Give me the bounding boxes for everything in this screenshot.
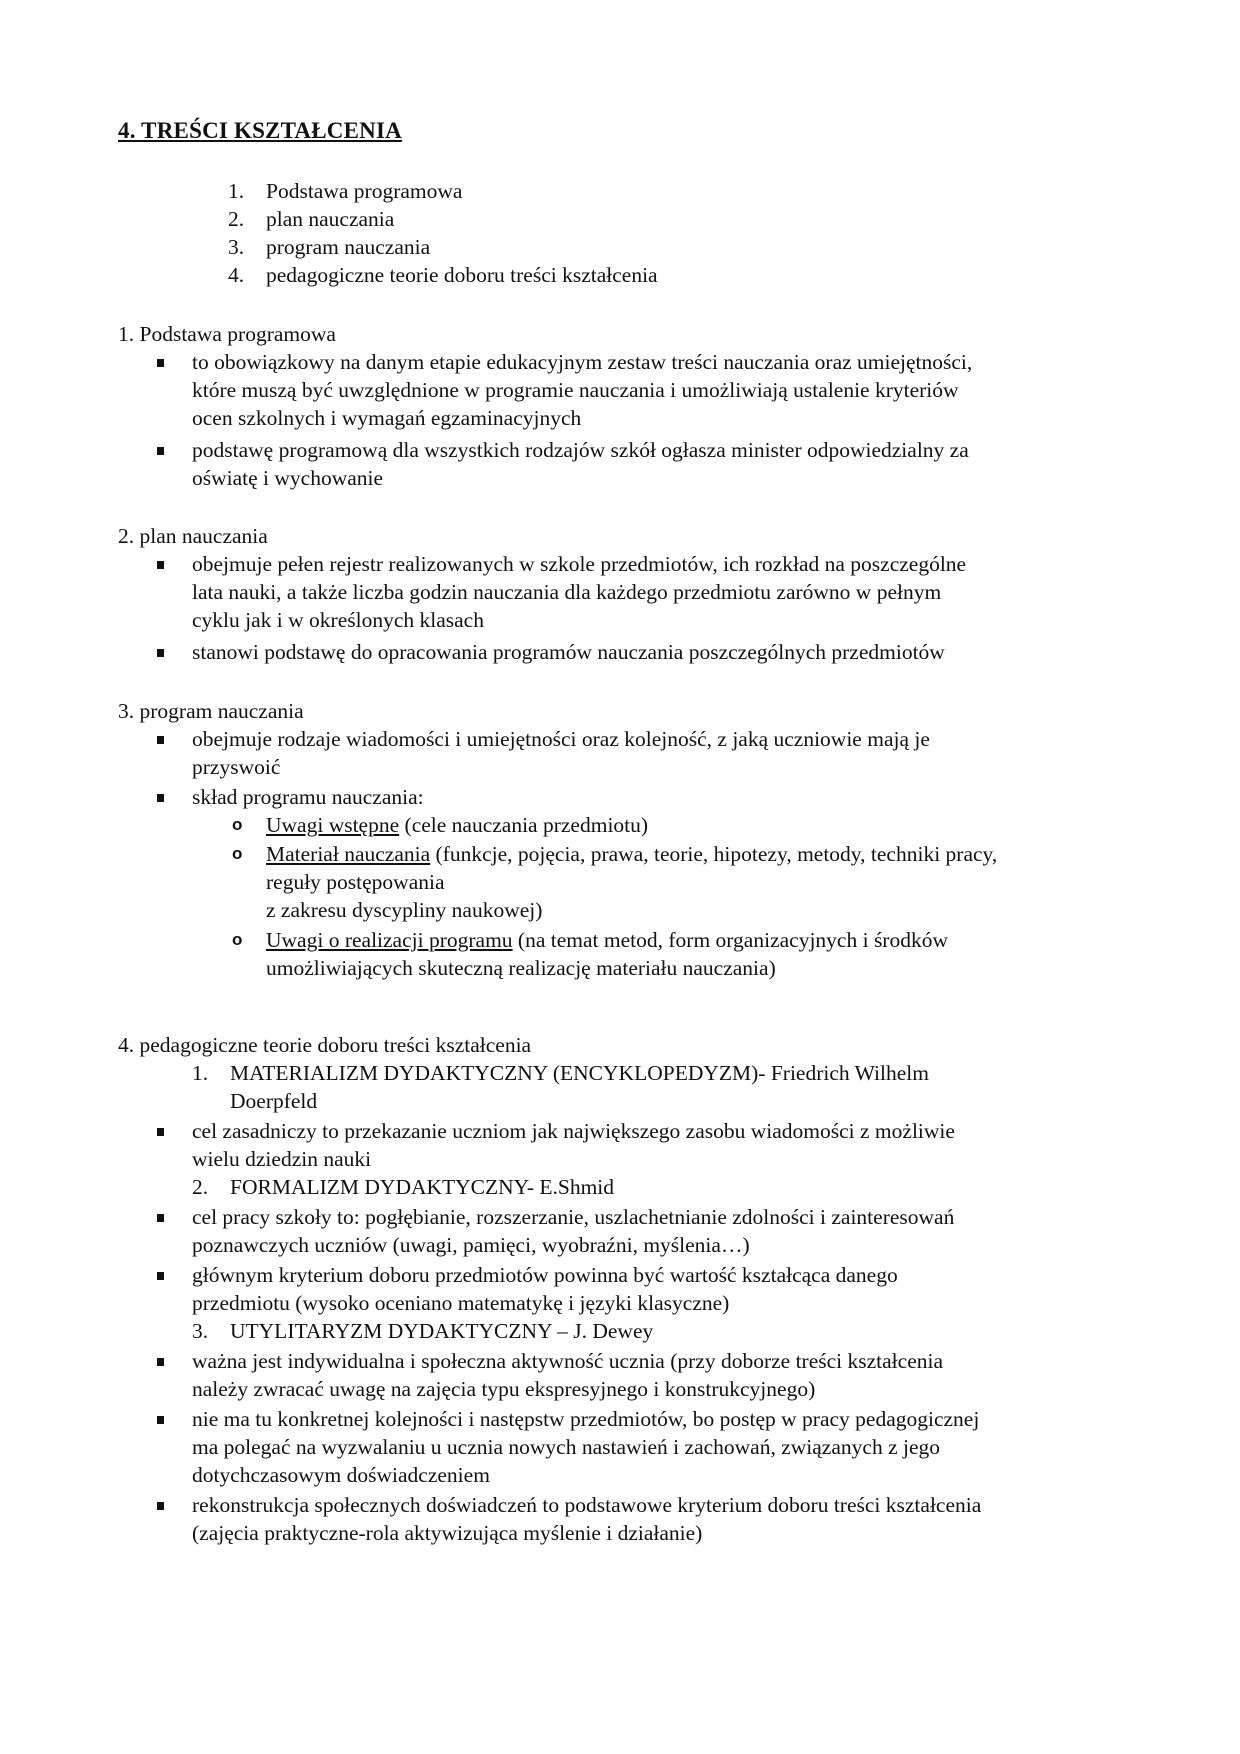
bullet-text: ważna jest indywidualna i społeczna aktywność ucznia (przy doborze treści kształcenia [192, 1349, 943, 1373]
toc-item: program nauczania [266, 235, 431, 259]
circle-bullet-icon: o [232, 815, 243, 834]
section-heading: 4. pedagogiczne teorie doboru treści kształcenia [118, 1033, 532, 1057]
section-heading: 1. Podstawa programowa [118, 322, 336, 346]
bullet-text: cel zasadniczy to przekazanie uczniom jak największego zasobu wiadomości z możliwie [192, 1119, 955, 1143]
subitem-desc: (na temat metod, form organizacyjnych i środków [512, 928, 948, 952]
bullet-text: dotychczasowym doświadczeniem [192, 1463, 490, 1487]
subitem [266, 840, 997, 868]
subitem-term: Materiał nauczania [266, 842, 431, 866]
theory-title: MATERIALIZM DYDAKTYCZNY (ENCYKLOPEDYZM)- Friedrich Wilhelm [230, 1061, 929, 1085]
toc-item: plan nauczania [266, 207, 395, 231]
bullet-text: skład programu nauczania: [192, 785, 424, 809]
toc-number: 4. [228, 263, 245, 287]
subitem [266, 811, 648, 839]
theory-number: 1. [192, 1061, 209, 1085]
theory-title: Doerpfeld [230, 1089, 318, 1113]
bullet-text: oświatę i wychowanie [192, 466, 384, 490]
subitem-continuation: reguły postępowania [266, 870, 445, 894]
bullet-text: poznawczych uczniów (uwagi, pamięci, wyobraźni, myślenia…) [192, 1233, 750, 1257]
section-heading: 2. plan nauczania [118, 524, 268, 548]
bullet-text: cel pracy szkoły to: pogłębianie, rozszerzanie, uszlachetnianie zdolności i zainteresowań [192, 1205, 955, 1229]
square-bullet-icon [157, 561, 164, 569]
subitem-desc: (cele nauczania przedmiotu) [399, 813, 649, 837]
square-bullet-icon [157, 1502, 164, 1510]
bullet-text: podstawę programową dla wszystkich rodzajów szkół ogłasza minister odpowiedzialny za [192, 438, 969, 462]
theory-number: 2. [192, 1175, 209, 1199]
toc-number: 3. [228, 235, 245, 259]
bullet-text: cyklu jak i w określonych klasach [192, 608, 484, 632]
theory-title: FORMALIZM DYDAKTYCZNY- E.Shmid [230, 1175, 615, 1199]
theory-title: UTYLITARYZM DYDAKTYCZNY – J. Dewey [230, 1319, 654, 1343]
bullet-text: przedmiotu (wysoko oceniano matematykę i języki klasyczne) [192, 1291, 730, 1315]
bullet-text: stanowi podstawę do opracowania programów nauczania poszczególnych przedmiotów [192, 640, 945, 664]
square-bullet-icon [157, 1272, 164, 1280]
square-bullet-icon [157, 1214, 164, 1222]
toc-item: pedagogiczne teorie doboru treści kształcenia [266, 263, 658, 287]
bullet-text: głównym kryterium doboru przedmiotów powinna być wartość kształcąca danego [192, 1263, 898, 1287]
toc-number: 1. [228, 179, 245, 203]
subitem [266, 926, 948, 954]
toc-item: Podstawa programowa [266, 179, 463, 203]
bullet-text: należy zwracać uwagę na zajęcia typu ekspresyjnego i konstrukcyjnego) [192, 1377, 816, 1401]
bullet-text: rekonstrukcja społecznych doświadczeń to podstawowe kryterium doboru treści kształcenia [192, 1493, 982, 1517]
square-bullet-icon [157, 649, 164, 657]
bullet-text: wielu dziedzin nauki [192, 1147, 372, 1171]
toc-number: 2. [228, 207, 245, 231]
bullet-text: (zajęcia praktyczne-rola aktywizująca myślenie i działanie) [192, 1521, 703, 1545]
bullet-text: ocen szkolnych i wymagań egzaminacyjnych [192, 406, 582, 430]
circle-bullet-icon: o [232, 844, 243, 863]
bullet-text: przyswoić [192, 755, 281, 779]
subitem-term: Uwagi wstępne [266, 813, 400, 837]
circle-bullet-icon: o [232, 930, 243, 949]
square-bullet-icon [157, 736, 164, 744]
square-bullet-icon [157, 794, 164, 802]
subitem-desc: (funkcje, pojęcia, prawa, teorie, hipotezy, metody, techniki pracy, [430, 842, 998, 866]
bullet-text: ma polegać na wyzwalaniu u ucznia nowych nastawień i zachowań, związanych z jego [192, 1435, 940, 1459]
section-heading: 3. program nauczania [118, 699, 304, 723]
theory-number: 3. [192, 1319, 209, 1343]
subitem-continuation: umożliwiających skuteczną realizację materiału nauczania) [266, 956, 776, 980]
square-bullet-icon [157, 447, 164, 455]
bullet-text: obejmuje pełen rejestr realizowanych w szkole przedmiotów, ich rozkład na poszczególne [192, 552, 967, 576]
bullet-text: obejmuje rodzaje wiadomości i umiejętności oraz kolejność, z jaką uczniowie mają je [192, 727, 930, 751]
bullet-text: to obowiązkowy na danym etapie edukacyjnym zestaw treści nauczania oraz umiejętności, [192, 350, 973, 374]
bullet-text: lata nauki, a także liczba godzin nauczania dla każdego przedmiotu zarówno w pełnym [192, 580, 942, 604]
subitem-term: Uwagi o realizacji programu [266, 928, 513, 952]
square-bullet-icon [157, 1128, 164, 1136]
subitem-continuation: z zakresu dyscypliny naukowej) [266, 898, 543, 922]
square-bullet-icon [157, 359, 164, 367]
square-bullet-icon [157, 1416, 164, 1424]
bullet-text: które muszą być uwzględnione w programie nauczania i umożliwiają ustalenie kryteriów [192, 378, 959, 402]
bullet-text: nie ma tu konkretnej kolejności i następstw przedmiotów, bo postęp w pracy pedagogicznej [192, 1407, 980, 1431]
square-bullet-icon [157, 1358, 164, 1366]
document-title: 4. TREŚCI KSZTAŁCENIA [118, 118, 402, 143]
